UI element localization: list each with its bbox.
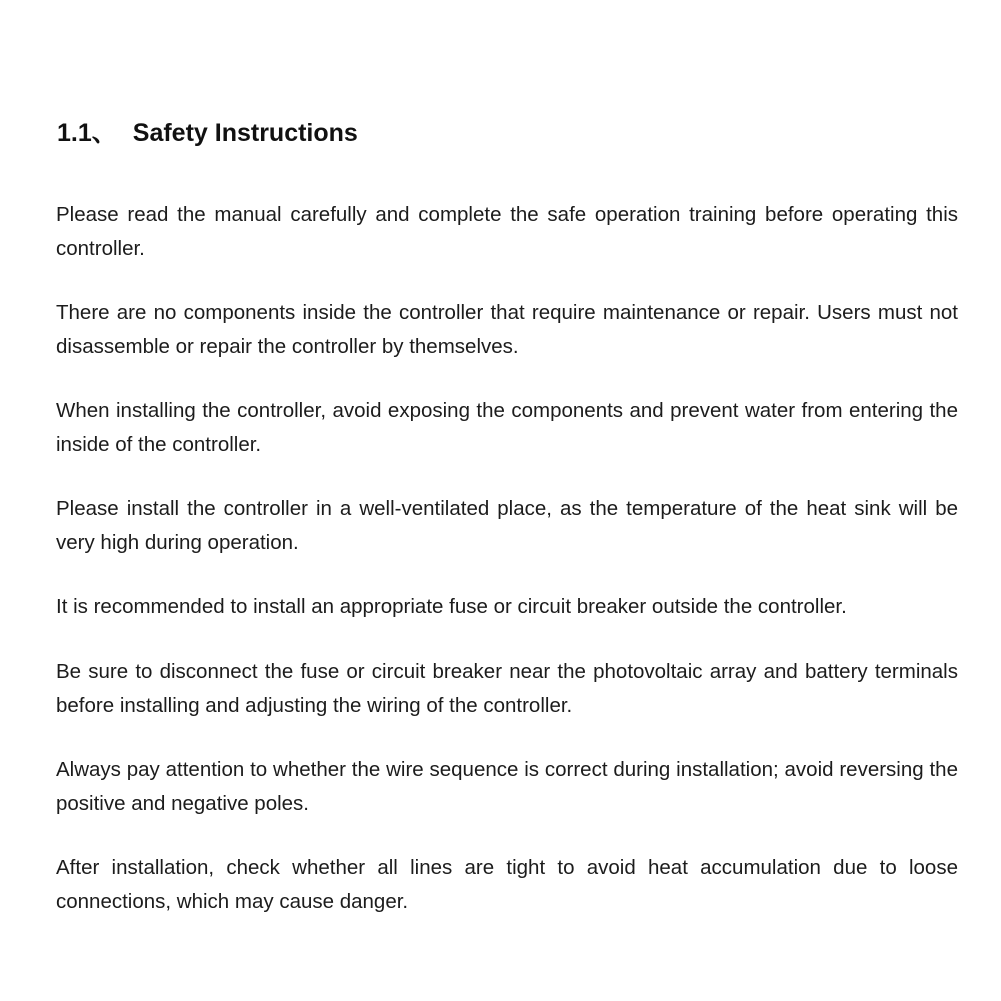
section-title: Safety Instructions <box>132 119 358 147</box>
section-heading <box>57 116 937 150</box>
safety-paragraph-3: When installing the controller, avoid exposing the components and prevent water from entering the inside of the controller. <box>56 399 958 456</box>
safety-paragraph-2: There are no components inside the controller that require maintenance or repair. Users must not disassemble or repair the controller by themselves. <box>56 301 958 358</box>
section-number: 1.1、 <box>57 119 117 147</box>
safety-paragraph-1: Please read the manual carefully and complete the safe operation training before operating this controller. <box>56 203 958 260</box>
safety-paragraph-8: After installation, check whether all lines are tight to avoid heat accumulation due to loose connections, which may cause danger. <box>56 856 958 913</box>
safety-paragraph-7: Always pay attention to whether the wire sequence is correct during installation; avoid reversing the positive and negative poles. <box>56 758 958 815</box>
safety-paragraph-5: It is recommended to install an appropriate fuse or circuit breaker outside the controller. <box>56 595 847 618</box>
safety-paragraph-6: Be sure to disconnect the fuse or circuit breaker near the photovoltaic array and battery terminals before installing and adjusting the wiring of the controller. <box>56 660 958 717</box>
safety-paragraph-4: Please install the controller in a well-ventilated place, as the temperature of the heat sink will be very high during operation. <box>56 497 958 554</box>
